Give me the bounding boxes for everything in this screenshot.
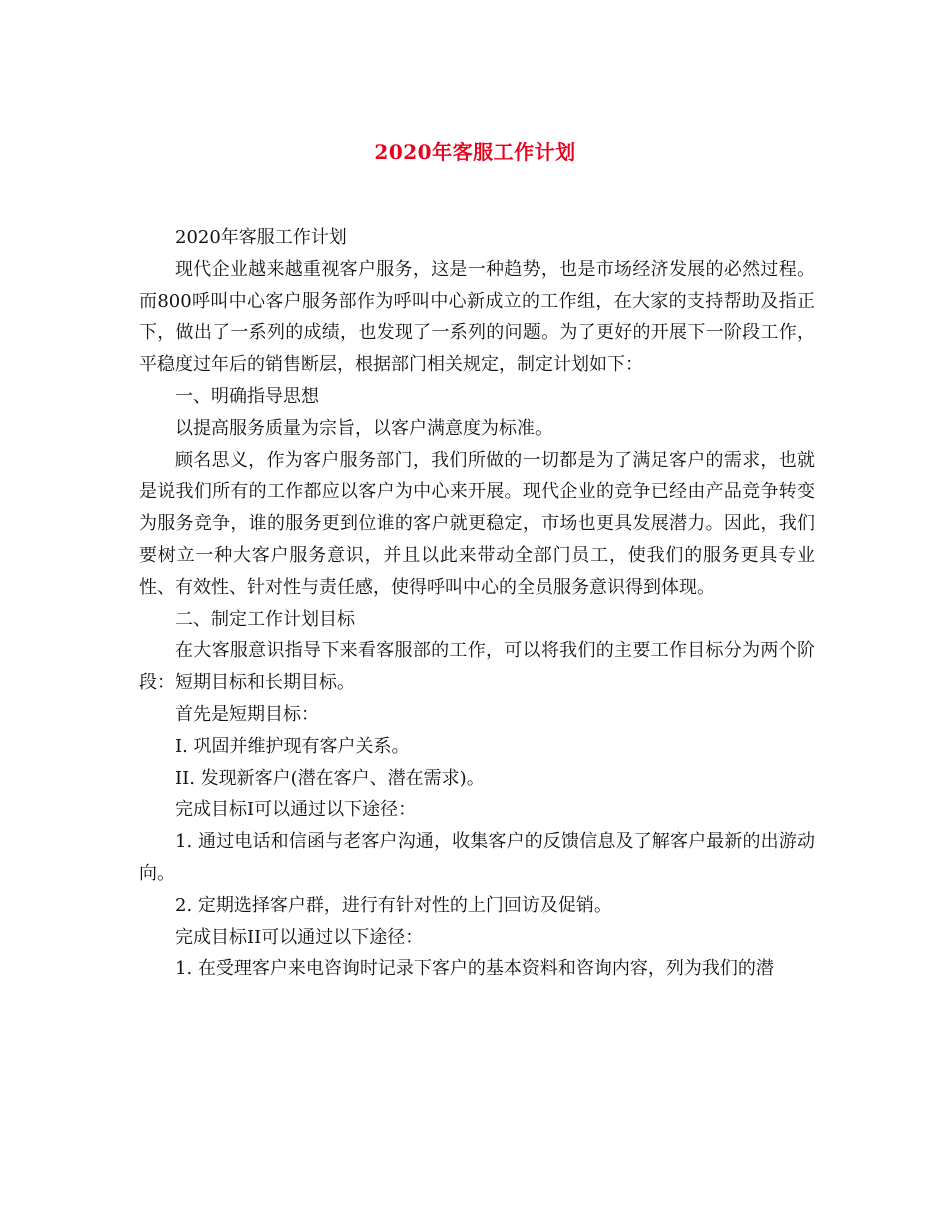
document-title: 2020年客服工作计划 [374,140,576,164]
list-item: I. 巩固并维护现有客户关系。 [175,735,410,757]
paragraph: 完成目标II可以通过以下途径： [175,926,424,948]
document-body [139,222,815,985]
list-item: 1. 通过电话和信函与老客户沟通，收集客户的反馈信息及了解客户最新的出游动向。 [139,831,815,884]
paragraph: 完成目标I可以通过以下途径： [175,799,417,821]
list-item: II. 发现新客户(潜在客户、潜在需求)。 [175,767,485,789]
section-heading-2: 二、制定工作计划目标 [175,608,355,630]
list-item: 2. 定期选择客户群，进行有针对性的上门回访及促销。 [175,894,612,916]
paragraph: 首先是短期目标： [175,703,319,725]
paragraph-intro: 现代企业越来越重视客户服务，这是一种趋势，也是市场经济发展的必然过程。而800呼叫中心客户服务部作为呼叫中心新成立的工作组，在大家的支持帮助及指正下，做出了一系列的成绩，也发现了一系列的问题。为了更好的开展下一阶段工作，平稳度过年后的销售断层，根据部门相关规定，制定计划如下： [139,258,815,376]
paragraph: 以提高服务质量为宗旨，以客户满意度为标准。 [175,417,553,439]
paragraph-subtitle: 2020年客服工作计划 [175,227,347,248]
list-item: 1. 在受理客户来电咨询时记录下客户的基本资料和咨询内容，列为我们的潜 [175,958,774,980]
paragraph: 顾名思义，作为客户服务部门，我们所做的一切都是为了满足客户的需求，也就是说我们所有的工作都应以客户为中心来开展。现代企业的竞争已经由产品竞争转变为服务竞争，谁的服务更到位谁的客户就更稳定，市场也更具发展潜力。因此，我们要树立一种大客户服务意识，并且以此来带动全部门员工，使我们的服务更具专业性、有效性、针对性与责任感，使得呼叫中心的全员服务意识得到体现。 [139,449,815,598]
paragraph: 在大客服意识指导下来看客服部的工作，可以将我们的主要工作目标分为两个阶段：短期目标和长期目标。 [139,640,815,694]
section-heading-1: 一、明确指导思想 [175,385,319,407]
